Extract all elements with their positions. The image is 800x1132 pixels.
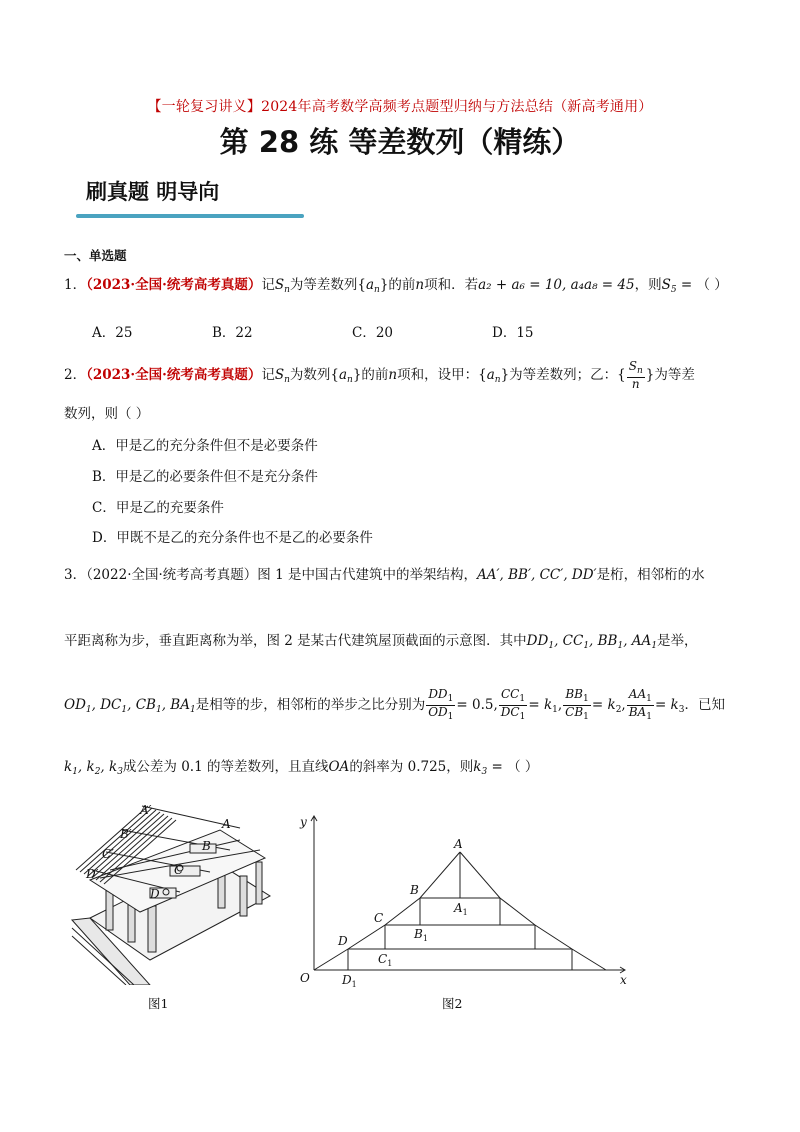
question-text: 是桁，相邻桁的水 <box>596 567 705 583</box>
option-d[interactable]: D．甲既不是乙的充分条件也不是乙的必要条件 <box>92 530 373 546</box>
question-number: 2． <box>64 367 87 384</box>
figure-1-caption: 图1 <box>148 996 169 1011</box>
option-c[interactable]: C．20 <box>352 325 394 341</box>
question-2: 2．（2023·全国·统考高考真题）记$S_n$为数列$\{a_n\}$的前n项和，设甲：$\{a_n\}$为等差数列；乙：{ $\frac{S_n}{n}$ }为等差 <box>64 359 695 391</box>
svg-text:B: B <box>410 883 419 897</box>
svg-text:D′: D′ <box>86 867 99 881</box>
question-text: 平距离称为步，垂直距离称为举，图 2 是某古代建筑屋顶截面的示意图．其中 <box>64 633 527 649</box>
svg-text:A1: $A_1$ <box>454 901 468 917</box>
roof-section-diagram <box>290 812 640 992</box>
series-header: 【一轮复习讲义】2024年高考数学高频考点题型归纳与方法总结（新高考通用） <box>147 99 653 115</box>
question-text: 的前 <box>361 367 389 384</box>
question-text: 为数列 <box>289 367 331 384</box>
question-3-line4: $k_1$, $k_2$, $k_3$成公差为 0.1 的等差数列，且直线OA的斜率为 0.725，则$k_3$ = （ ） <box>64 759 539 777</box>
svg-text:A: A <box>222 817 231 831</box>
option-a[interactable]: A．25 <box>92 325 133 341</box>
option-b[interactable]: B．22 <box>212 325 253 341</box>
question-text: 是相等的步，相邻桁的举步之比分别为 <box>195 696 426 713</box>
section-banner: 刷真题 明导向 <box>86 180 220 204</box>
answer-blank: （ ） <box>507 759 539 775</box>
question-3: 3．（2022·全国·统考高考真题）图 1 是中国古代建筑中的举架结构，AA′, BB′, CC′, DD′是桁，相邻桁的水 <box>64 567 705 583</box>
question-text: 记 <box>261 367 275 384</box>
question-text: 是举， <box>657 633 698 649</box>
question-3-line2: 平距离称为步，垂直距离称为举，图 2 是某古代建筑屋顶截面的示意图．其中$DD_1$, $CC_1$, $BB_1$, $AA_1$是举， <box>64 633 698 651</box>
math-condition: a₂ + a₆ = 10, a₄a₈ = 45 <box>478 277 635 293</box>
section-heading: 一、单选题 <box>64 248 127 263</box>
svg-text:D1: $D_1$ <box>342 973 357 989</box>
svg-text:B′: B′ <box>120 827 132 841</box>
svg-text:C: C <box>174 863 184 877</box>
svg-text:B1: $B_1$ <box>414 927 428 943</box>
svg-text:D: D <box>150 887 160 901</box>
question-number: 1． <box>64 277 87 293</box>
question-text: 项和，设甲： <box>397 367 479 384</box>
question-text: 为等差 <box>654 367 695 384</box>
question-text: 项和．若 <box>424 277 479 293</box>
option-b[interactable]: B．甲是乙的必要条件但不是充分条件 <box>92 469 318 485</box>
question-source: （2023·全国·统考高考真题） <box>86 277 262 293</box>
svg-text:O: O <box>300 971 310 985</box>
banner-underline <box>76 214 304 218</box>
answer-blank: （ ） <box>696 277 728 293</box>
question-source: （2023·全国·统考高考真题） <box>86 367 262 384</box>
svg-text:C: C <box>374 911 384 925</box>
question-3-line3: $OD_1$, $DC_1$, $CB_1$, $BA_1$是相等的步，相邻桁的举步之比分别为 $\frac{DD_1}{OD_1}$ = 0.5, $\frac{CC_1}{DC_1}$ = $k_1$, $\frac{BB_1}{CB_1}$ = $k_2$, $\frac{AA_1}{BA_1}$ = $k_3$．已知 <box>64 687 725 722</box>
option-d[interactable]: D．15 <box>492 325 534 341</box>
roof-structure-illustration <box>70 800 280 985</box>
svg-text:B: B <box>202 839 211 853</box>
option-a[interactable]: A．甲是乙的充分条件但不是必要条件 <box>92 438 318 454</box>
question-text: 记 <box>261 277 275 293</box>
question-text: 为等差数列 <box>289 277 358 293</box>
svg-text:x: x <box>620 973 627 987</box>
page-title: 第 28 练 等差数列（精练） <box>219 125 581 159</box>
question-text: 成公差为 0.1 的等差数列，且直线 <box>122 759 329 775</box>
svg-text:A′: A′ <box>140 803 152 817</box>
question-1: 1．（2023·全国·统考高考真题）记$S_n$为等差数列$\{a_n\}$的前n项和．若a₂ + a₆ = 10, a₄a₈ = 45，则$S_5$ = （ ） <box>64 277 728 295</box>
question-text: ．已知 <box>684 696 725 713</box>
question-source: （2022·全国·统考高考真题） <box>86 567 258 583</box>
question-text: 的前 <box>388 277 416 293</box>
question-number: 3． <box>64 567 87 583</box>
svg-text:C1: $C_1$ <box>378 952 393 968</box>
question-2-line2: 数列，则（ ） <box>64 406 150 422</box>
question-text: ，则 <box>634 277 662 293</box>
option-c[interactable]: C．甲是乙的充要条件 <box>92 500 224 516</box>
question-text: 图 1 是中国古代建筑中的举架结构， <box>257 567 477 583</box>
svg-text:D: D <box>338 934 348 948</box>
question-text: 为等差数列；乙： <box>509 367 618 384</box>
figure-2-caption: 图2 <box>442 996 463 1011</box>
svg-text:y: y <box>300 815 307 829</box>
svg-text:C′: C′ <box>102 847 114 861</box>
svg-text:A: A <box>454 837 463 851</box>
question-text: 的斜率为 0.725，则 <box>349 759 474 775</box>
